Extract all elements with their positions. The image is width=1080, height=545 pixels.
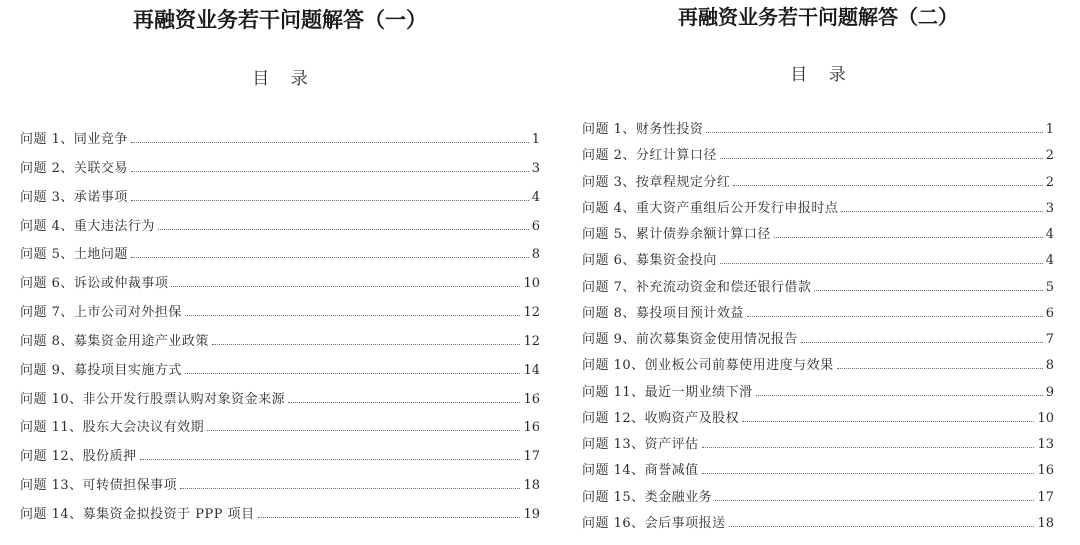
toc-entry-page: 16 — [523, 420, 540, 436]
toc-entry-label: 问题 11、股东大会决议有效期 — [20, 420, 205, 436]
toc-entry-label: 问题 16、会后事项报送 — [582, 515, 726, 531]
toc-entry-label: 问题 3、按章程规定分红 — [582, 174, 731, 190]
toc-entry-label: 问题 6、募集资金投向 — [582, 253, 717, 269]
dot-leader — [774, 237, 1043, 238]
dot-leader — [131, 200, 529, 201]
toc-entry — [20, 386, 540, 415]
toc-entry — [20, 241, 540, 270]
toc-entry-label: 问题 3、承诺事项 — [20, 189, 128, 205]
toc-page-left — [20, 0, 540, 545]
toc-entry-label: 问题 9、前次募集资金使用情况报告 — [582, 332, 798, 348]
dot-leader — [702, 447, 1035, 448]
toc-entry-page: 17 — [1037, 489, 1054, 505]
toc-entry — [20, 357, 540, 386]
dot-leader — [747, 316, 1043, 317]
toc-entry — [582, 196, 1054, 222]
toc-entry-label: 问题 8、募投项目预计效益 — [582, 305, 744, 321]
dot-leader — [258, 517, 521, 518]
document-title: 再融资业务若干问题解答（二） — [678, 5, 958, 29]
toc-entry — [582, 117, 1054, 143]
toc-entry-page: 6 — [1045, 305, 1054, 321]
toc-entry-page: 4 — [1045, 253, 1054, 269]
toc-entry-label: 问题 10、非公开发行股票认购对象资金来源 — [20, 391, 286, 407]
dot-leader — [131, 171, 529, 172]
toc-entry-page: 4 — [531, 189, 540, 205]
toc-entry-label: 问题 2、分红计算口径 — [582, 148, 717, 164]
toc-entry-page: 16 — [1037, 463, 1054, 479]
toc-entry-label: 问题 11、最近一期业绩下滑 — [582, 384, 753, 400]
toc-entry-page: 12 — [523, 333, 540, 349]
dot-leader — [756, 395, 1043, 396]
toc-entry-page: 16 — [523, 391, 540, 407]
toc-entry — [20, 443, 540, 472]
toc-entry — [20, 270, 540, 299]
dot-leader — [288, 402, 520, 403]
toc-entry — [582, 511, 1054, 537]
toc-entry — [582, 301, 1054, 327]
dot-leader — [131, 257, 529, 258]
toc-entry-page: 13 — [1037, 437, 1054, 453]
toc-entry-label: 问题 1、同业竞争 — [20, 132, 128, 147]
toc-entry — [582, 406, 1054, 432]
toc-entry-label: 问题 7、补充流动资金和偿还银行借款 — [582, 279, 812, 295]
dot-leader — [131, 142, 529, 143]
dot-leader — [180, 488, 520, 489]
toc-entry-label: 问题 2、关联交易 — [20, 160, 128, 176]
toc-entry-label: 问题 9、募投项目实施方式 — [20, 362, 182, 378]
toc-entry — [20, 184, 540, 213]
toc-heading: 目 录 — [790, 65, 854, 85]
toc-list — [582, 117, 1054, 537]
toc-entry-label: 问题 7、上市公司对外担保 — [20, 305, 182, 321]
toc-entry-page: 18 — [1037, 515, 1054, 531]
toc-entry-page: 12 — [523, 305, 540, 321]
toc-entry-label: 问题 4、重大资产重组后公开发行申报时点 — [582, 200, 839, 216]
dot-leader — [706, 132, 1042, 133]
toc-entry-label: 问题 14、商誉减值 — [582, 463, 699, 479]
toc-entry-label: 问题 6、诉讼或仲裁事项 — [20, 276, 169, 292]
toc-entry — [582, 248, 1054, 274]
toc-entry — [582, 458, 1054, 484]
dot-leader — [742, 421, 1034, 422]
dot-leader — [720, 263, 1043, 264]
toc-entry-label: 问题 5、累计债券余额计算口径 — [582, 227, 771, 243]
dot-leader — [702, 473, 1035, 474]
toc-entry — [582, 327, 1054, 353]
toc-entry-page: 3 — [1045, 200, 1054, 216]
dot-leader — [207, 430, 520, 431]
dot-leader — [814, 290, 1042, 291]
toc-entry-label: 问题 1、财务性投资 — [582, 122, 704, 137]
toc-entry-page: 10 — [523, 276, 540, 292]
toc-entry — [20, 501, 540, 530]
toc-entry-label: 问题 14、募集资金拟投资于 PPP 项目 — [20, 506, 255, 522]
toc-entry — [582, 380, 1054, 406]
toc-entry-page: 6 — [531, 218, 540, 234]
toc-entry-page: 3 — [531, 160, 540, 176]
toc-entry-page: 1 — [531, 132, 540, 147]
dot-leader — [841, 211, 1042, 212]
dot-leader — [801, 342, 1043, 343]
toc-entry-label: 问题 10、创业板公司前募使用进度与效果 — [582, 358, 834, 374]
toc-entry — [582, 143, 1054, 169]
toc-entry — [20, 213, 540, 242]
dot-leader — [729, 526, 1035, 527]
dot-leader — [185, 373, 521, 374]
dot-leader — [140, 459, 521, 460]
toc-heading: 目 录 — [252, 69, 316, 89]
toc-entry — [20, 414, 540, 443]
toc-entry-label: 问题 4、重大违法行为 — [20, 218, 155, 234]
toc-entry-page: 7 — [1045, 332, 1054, 348]
toc-entry-label: 问题 13、资产评估 — [582, 437, 699, 453]
toc-entry-label: 问题 12、股份质押 — [20, 449, 137, 465]
toc-entry-page: 2 — [1045, 174, 1054, 190]
toc-entry-label: 问题 15、类金融业务 — [582, 489, 713, 505]
toc-entry-page: 8 — [531, 247, 540, 263]
dot-leader — [158, 229, 529, 230]
toc-entry — [20, 472, 540, 501]
toc-entry-page: 2 — [1045, 148, 1054, 164]
toc-entry-page: 9 — [1045, 384, 1054, 400]
toc-entry — [582, 170, 1054, 196]
toc-entry-page: 17 — [523, 449, 540, 465]
dot-leader — [185, 315, 521, 316]
toc-entry-page: 5 — [1045, 279, 1054, 295]
toc-list — [20, 126, 540, 530]
toc-entry — [20, 155, 540, 184]
toc-entry-page: 18 — [523, 478, 540, 494]
toc-entry-label: 问题 13、可转债担保事项 — [20, 478, 178, 494]
toc-entry-page: 8 — [1045, 358, 1054, 374]
document-title: 再融资业务若干问题解答（一） — [133, 7, 427, 32]
dot-leader — [171, 286, 520, 287]
toc-entry — [582, 485, 1054, 511]
dot-leader — [733, 185, 1042, 186]
dot-leader — [720, 158, 1043, 159]
toc-entry-page: 4 — [1045, 227, 1054, 243]
toc-page-right — [582, 0, 1054, 545]
toc-entry — [582, 275, 1054, 301]
toc-entry-page: 1 — [1045, 122, 1054, 137]
toc-entry — [582, 222, 1054, 248]
toc-entry-page: 10 — [1037, 410, 1054, 426]
dot-leader — [837, 368, 1043, 369]
toc-entry — [582, 353, 1054, 379]
toc-entry-label: 问题 8、募集资金用途产业政策 — [20, 333, 209, 349]
toc-entry-label: 问题 12、收购资产及股权 — [582, 410, 740, 426]
dot-leader — [212, 344, 521, 345]
toc-entry-page: 14 — [523, 362, 540, 378]
toc-entry-label: 问题 5、土地问题 — [20, 247, 128, 263]
toc-entry — [582, 432, 1054, 458]
toc-entry — [20, 126, 540, 155]
toc-entry — [20, 299, 540, 328]
toc-entry-page: 19 — [523, 506, 540, 522]
dot-leader — [715, 500, 1034, 501]
toc-entry — [20, 328, 540, 357]
